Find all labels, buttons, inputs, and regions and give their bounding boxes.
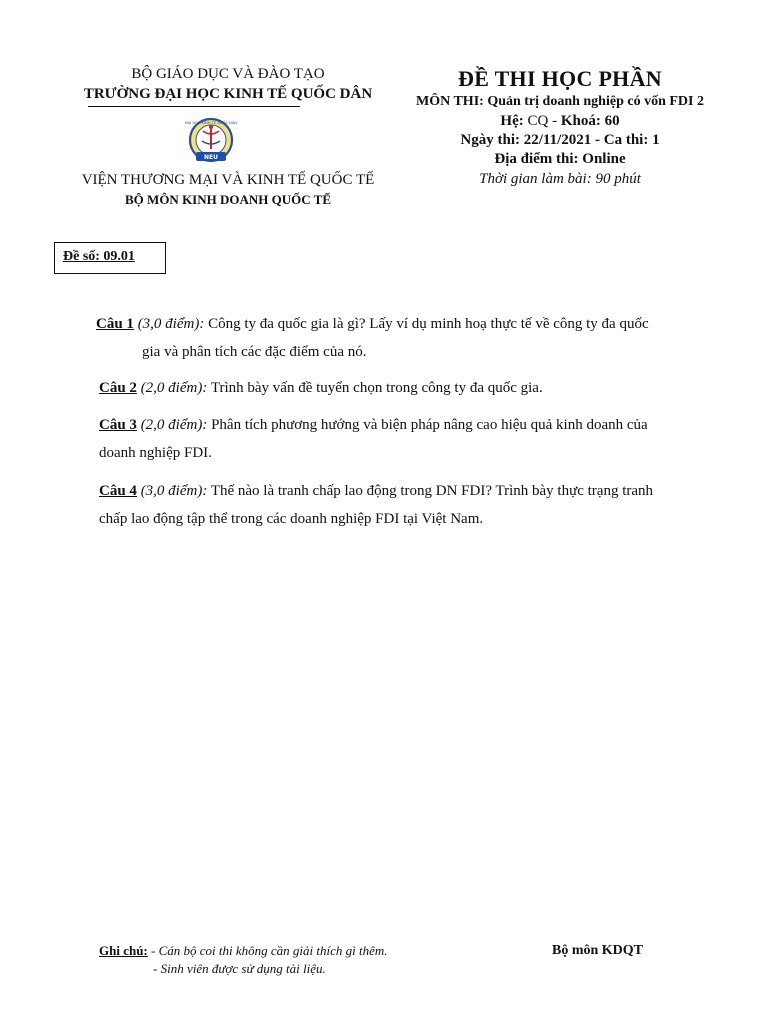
ministry-name: BỘ GIÁO DỤC VÀ ĐÀO TẠO [131, 66, 325, 82]
date-shift-line [410, 132, 710, 149]
system-label: Hệ: [500, 113, 524, 129]
question-text: Công ty đa quốc gia là gì? Lấy ví dụ minh hoạ thực tế về công ty đa quốc [208, 316, 649, 332]
venue-label: Địa điểm thi: [494, 151, 579, 167]
system-value: CQ - [527, 113, 558, 129]
question-4 [99, 477, 707, 533]
department-name: BỘ MÔN KINH DOANH QUỐC TẾ [125, 192, 331, 207]
date-value: 22/11/2021 [523, 132, 592, 148]
question-points: (2,0 điểm): [140, 380, 208, 396]
question-label: Câu 1 [96, 316, 134, 332]
subject-line [392, 94, 728, 110]
exam-duration: Thời gian làm bài: 90 phút [479, 171, 641, 187]
course-label: Khoá: [560, 113, 601, 129]
system-course-line [410, 113, 710, 130]
question-text: Thế nào là tranh chấp lao động trong DN FDI? Trình bày thực trạng tranh [210, 483, 654, 499]
question-text: Trình bày vấn đề tuyển chọn trong công ty đa quốc gia. [210, 380, 543, 396]
course-value: 60 [604, 113, 620, 129]
note-line-2: - Sinh viên được sử dụng tài liệu. [153, 961, 326, 976]
question-2 [99, 374, 707, 402]
question-text-continued: gia và phân tích các đặc điểm của nó. [142, 344, 367, 360]
university-name: TRƯỜNG ĐẠI HỌC KINH TẾ QUỐC DÂN [83, 86, 373, 102]
logo-arc-text: ĐẠI HỌC KINH TẾ QUỐC DÂN [185, 121, 237, 125]
question-text: Phân tích phương hướng và biện pháp nâng cao hiệu quả kinh doanh của [211, 417, 648, 433]
shift-value: 1 [652, 132, 660, 148]
exam-code-box [54, 242, 166, 274]
question-points: (3,0 điểm): [140, 483, 208, 499]
venue-line [410, 151, 710, 168]
note-label: Ghi chú: [99, 943, 148, 958]
venue-value: Online [582, 151, 626, 167]
question-1 [96, 310, 704, 366]
subject-value: Quản trị doanh nghiệp có vốn FDI 2 [487, 94, 704, 109]
department-signoff: Bộ môn KDQT [552, 943, 644, 958]
date-label: Ngày thi: [460, 132, 520, 148]
subject-label: MÔN THI: [416, 94, 484, 109]
exam-title: ĐỀ THI HỌC PHẦN [458, 66, 662, 91]
question-label: Câu 3 [99, 417, 137, 433]
question-label: Câu 2 [99, 380, 137, 396]
question-points: (3,0 điểm): [137, 316, 205, 332]
question-text-continued: doanh nghiệp FDI. [99, 445, 212, 461]
note-line-1: - Cán bộ coi thi không cần giải thích gì thêm. [151, 943, 388, 958]
exam-code: Đề số: 09.01 [63, 249, 135, 264]
footer-note [99, 942, 388, 978]
question-text-continued: chấp lao động tập thể trong các doanh nghiệp FDI tại Việt Nam. [99, 511, 484, 527]
shift-label: - Ca thi: [595, 132, 649, 148]
logo-ribbon-text: NEU [204, 154, 218, 161]
question-points: (2,0 điểm): [140, 417, 208, 433]
question-label: Câu 4 [99, 483, 137, 499]
institute-name: VIỆN THƯƠNG MẠI VÀ KINH TẾ QUỐC TẾ [81, 172, 375, 188]
university-logo [184, 117, 238, 165]
question-3 [99, 411, 707, 467]
university-underline [88, 106, 300, 107]
